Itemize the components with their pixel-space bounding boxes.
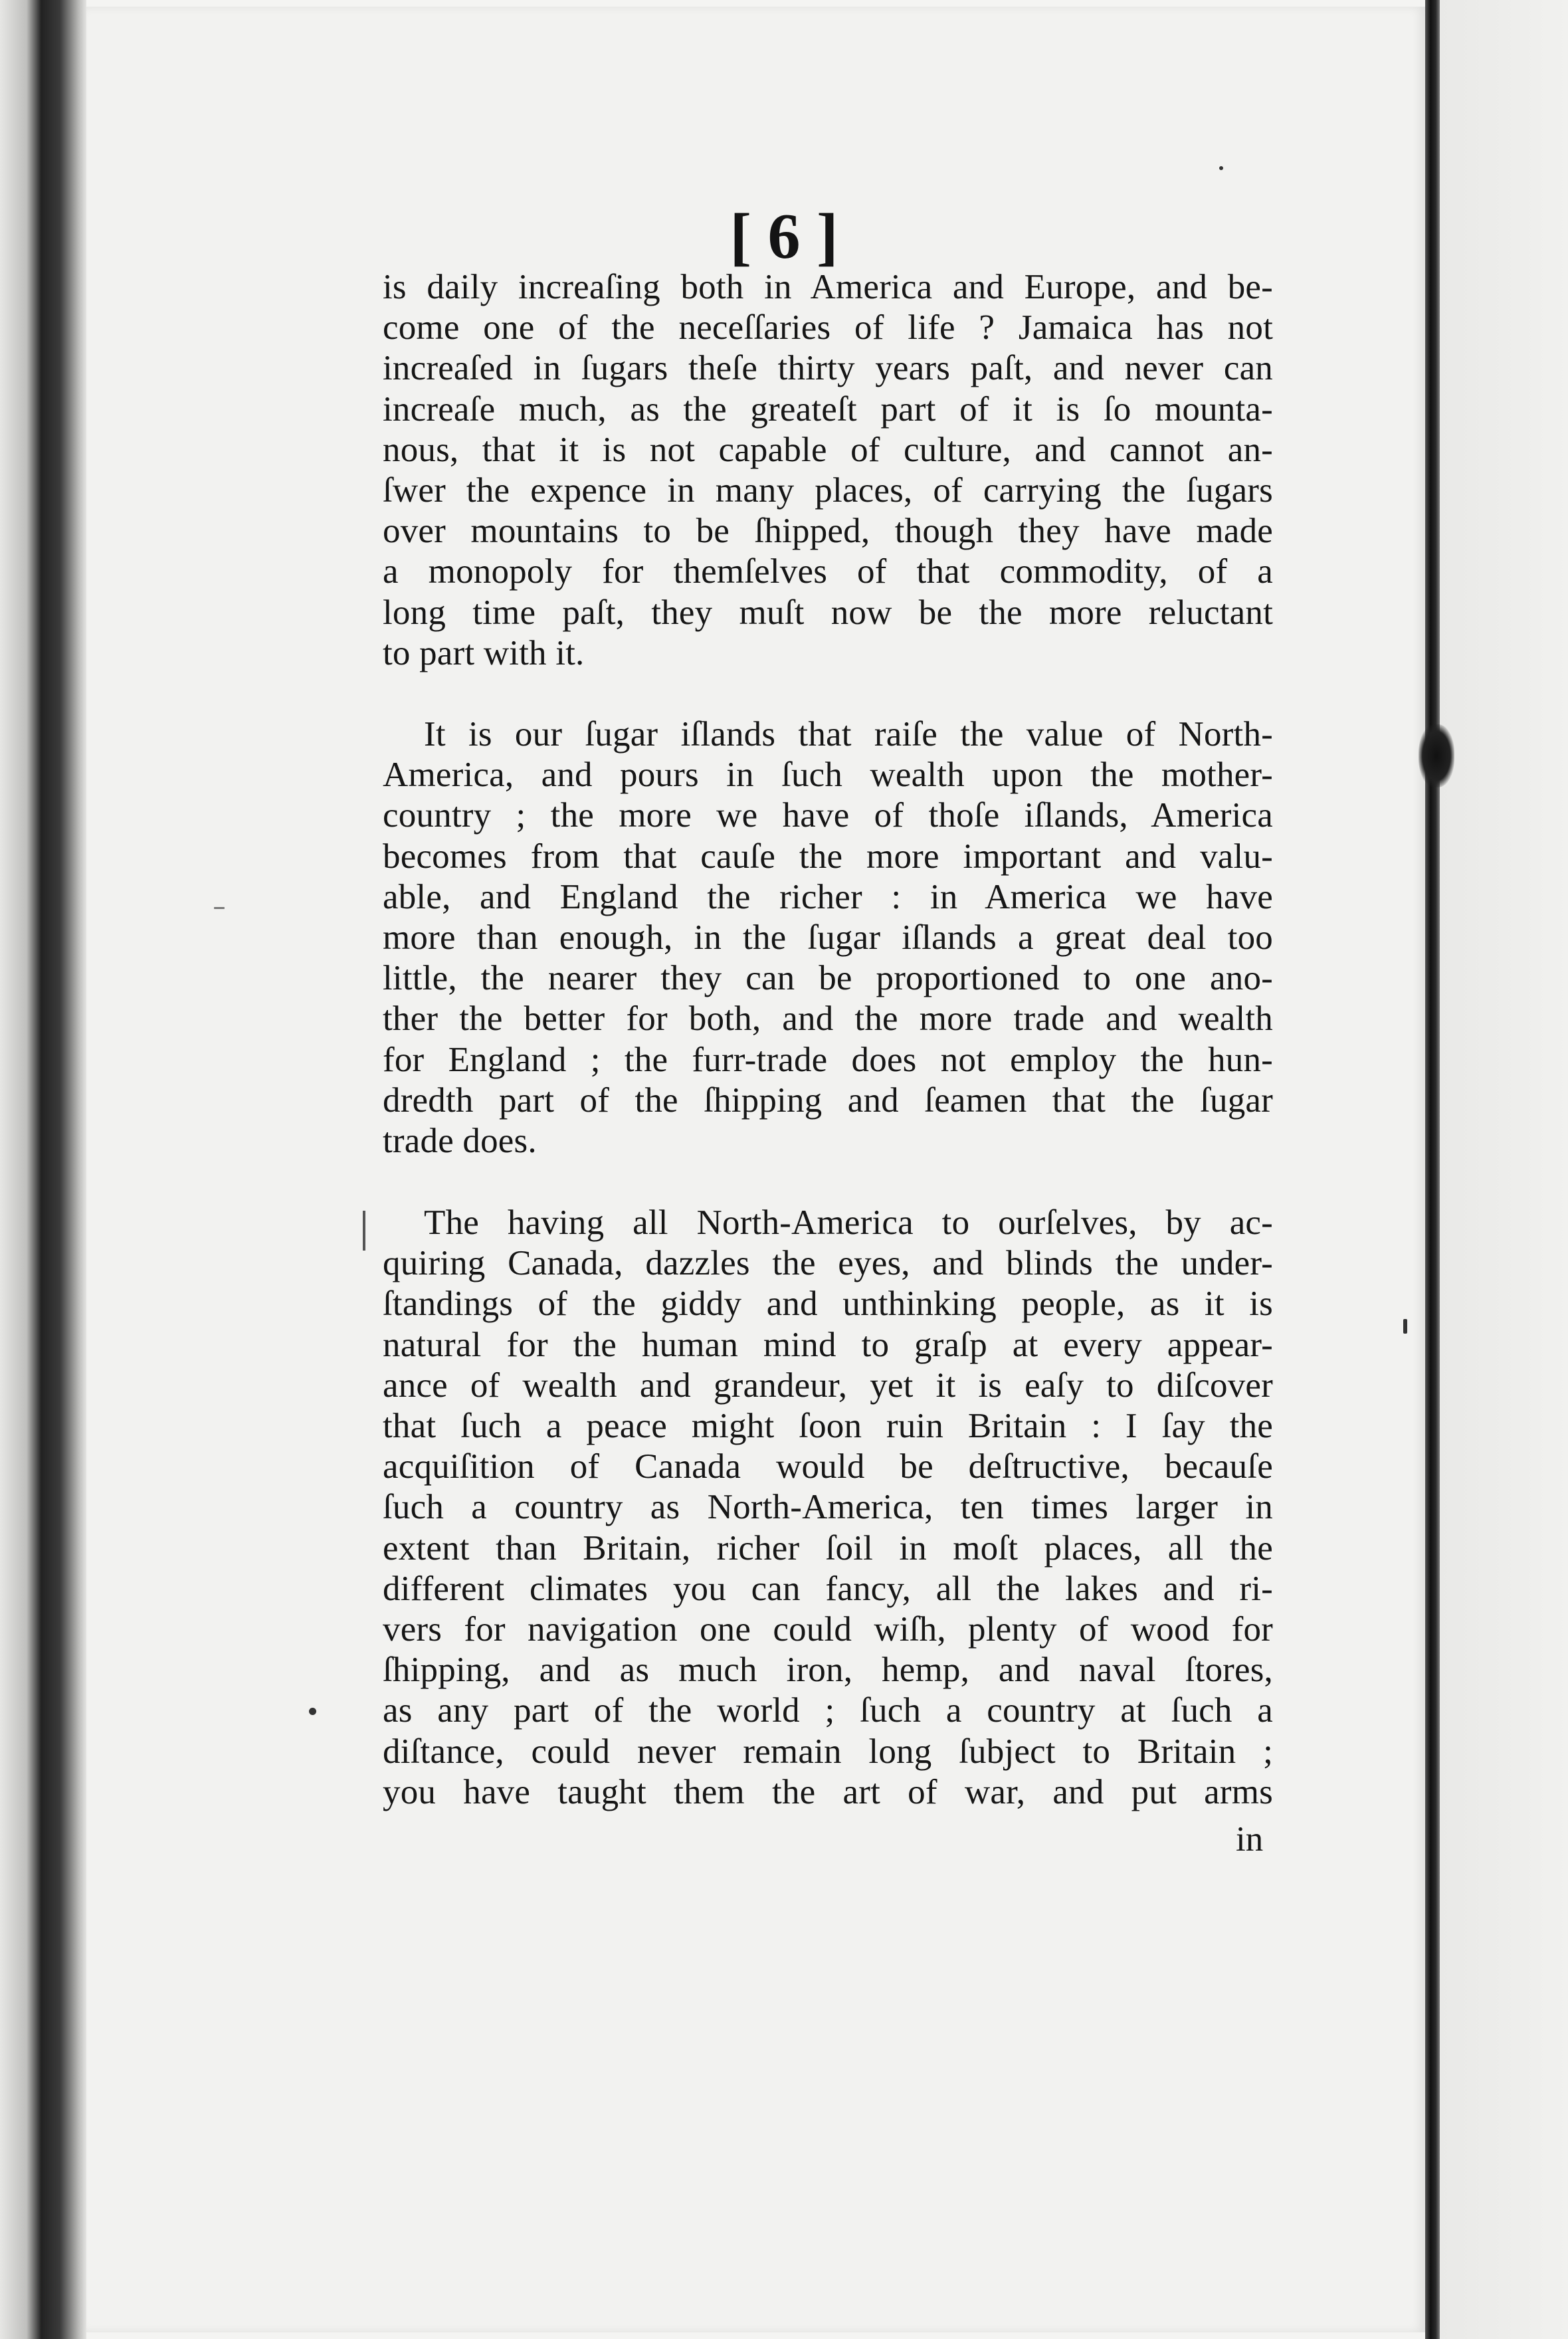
text-line: come one of the neceſſaries of life ? Jamaica has not xyxy=(383,308,1273,348)
paragraph-1 xyxy=(383,267,1273,674)
ink-speck xyxy=(309,1708,316,1715)
text-line: a monopoly for themſelves of that commodity, of a xyxy=(383,552,1273,591)
text-line: you have taught them the art of war, and put arms xyxy=(383,1772,1273,1811)
text-line: ſtandings of the giddy and unthinking people, as it is xyxy=(383,1284,1273,1324)
page-number-header: [ 6 ] xyxy=(730,201,838,272)
text-line: The having all North-America to ourſelves, by ac- xyxy=(424,1203,1273,1242)
text-line: natural for the human mind to graſp at every appear- xyxy=(383,1325,1273,1364)
left-gutter-shadow xyxy=(0,0,86,2339)
text-line: dredth part of the ſhipping and ſeamen that the ſugar xyxy=(383,1080,1273,1120)
catchword: in xyxy=(1236,1820,1264,1859)
text-line: long time paſt, they muſt now be the more reluctant xyxy=(383,593,1273,632)
text-line: for England ; the furr-trade does not employ the hun- xyxy=(383,1040,1273,1079)
text-line: ſuch a country as North-America, ten times larger in xyxy=(383,1488,1273,1527)
ink-blot xyxy=(1419,724,1454,787)
text-line: ſhipping, and as much iron, hemp, and naval ſtores, xyxy=(383,1651,1273,1690)
text-line: that ſuch a peace might ſoon ruin Britain : I ſay the xyxy=(383,1407,1273,1446)
facing-page-edge xyxy=(1440,0,1568,2339)
ink-speck xyxy=(1403,1319,1407,1334)
text-line: different climates you can fancy, all the lakes and ri- xyxy=(383,1569,1273,1608)
text-line: America, and pours in ſuch wealth upon the mother- xyxy=(383,756,1273,795)
text-line: quiring Canada, dazzles the eyes, and blinds the under- xyxy=(383,1244,1273,1283)
text-line: as any part of the world ; ſuch a country at ſuch a xyxy=(383,1691,1273,1730)
margin-mark xyxy=(363,1211,365,1251)
text-line: vers for navigation one could wiſh, plenty of wood for xyxy=(383,1610,1273,1649)
text-line: over mountains to be ſhipped, though they have made xyxy=(383,512,1273,551)
page-fold xyxy=(1425,0,1440,2339)
text-line: little, the nearer they can be proportioned to one ano- xyxy=(383,959,1273,998)
paragraph-2 xyxy=(383,714,1273,1162)
paragraph-3 xyxy=(383,1203,1273,1813)
text-line: acquiſition of Canada would be deſtructive, becauſe xyxy=(383,1447,1273,1486)
text-line: increaſed in ſugars theſe thirty years paſt, and never can xyxy=(383,349,1273,388)
text-line: more than enough, in the ſugar iſlands a great deal too xyxy=(383,918,1273,958)
ink-speck xyxy=(1219,166,1223,170)
ink-speck xyxy=(214,907,225,909)
text-line: increaſe much, as the greateſt part of it is ſo mounta- xyxy=(383,389,1273,429)
text-line: extent than Britain, richer ſoil in moſt places, all the xyxy=(383,1528,1273,1568)
text-line: is daily increaſing both in America and Europe, and be- xyxy=(383,268,1273,306)
text-line: country ; the more we have of thoſe iſlands, America xyxy=(383,796,1273,835)
text-line: becomes from that cauſe the more important and valu- xyxy=(383,837,1273,876)
text-line: ance of wealth and grandeur, yet it is eaſy to diſcover xyxy=(383,1366,1273,1405)
text-line: ther the better for both, and the more trade and wealth xyxy=(383,999,1273,1039)
text-line: nous, that it is not capable of culture, and cannot an- xyxy=(383,430,1273,469)
text-line: trade does. xyxy=(383,1122,537,1161)
text-line: It is our ſugar iſlands that raiſe the value of North- xyxy=(424,715,1273,754)
text-line: diſtance, could never remain long ſubject to Britain ; xyxy=(383,1732,1273,1771)
text-line: able, and England the richer : in America we have xyxy=(383,877,1273,916)
text-line: to part with it. xyxy=(383,633,585,672)
text-line: ſwer the expence in many places, of carrying the ſugars xyxy=(383,471,1273,510)
